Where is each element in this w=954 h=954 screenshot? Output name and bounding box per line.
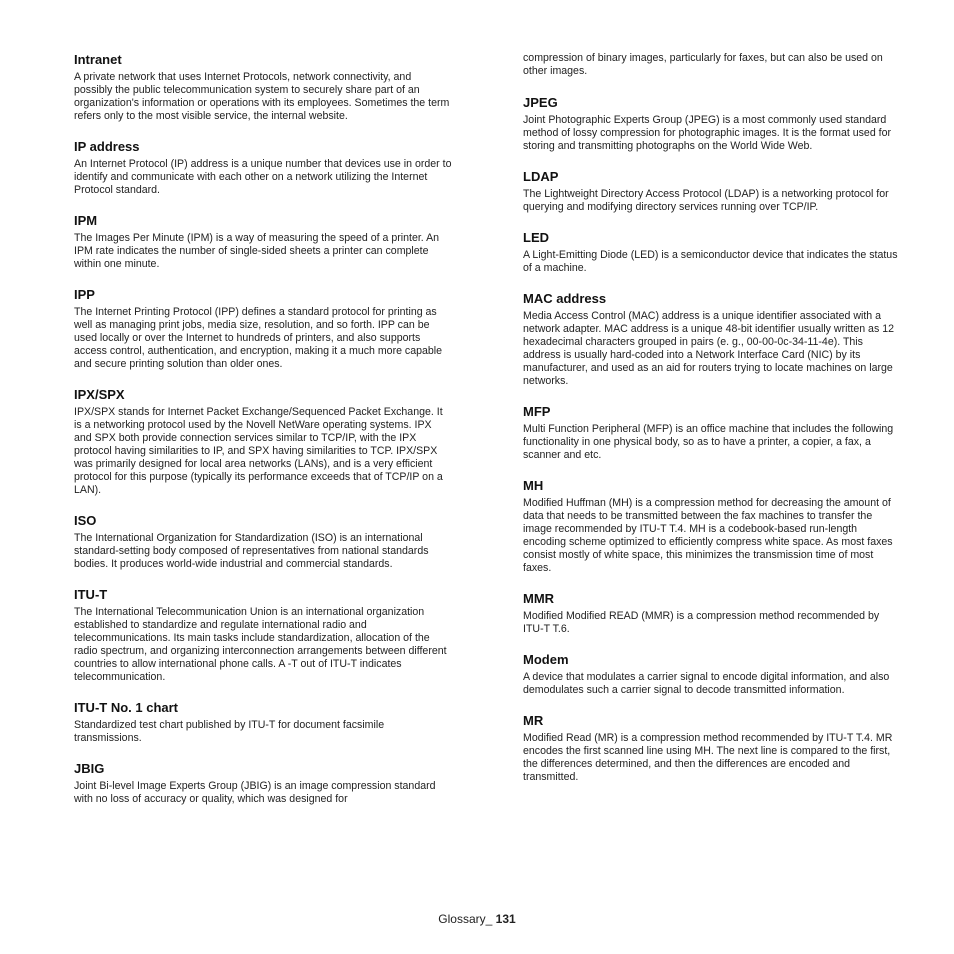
glossary-entry-jpeg: [523, 95, 901, 153]
entry-term: JPEG: [523, 95, 558, 110]
entry-term: MR: [523, 713, 544, 728]
entry-definition: Joint Bi-level Image Experts Group (JBIG) is an image compression standard with no loss of accuracy or quality, which was designed for: [74, 780, 436, 805]
entry-definition: Media Access Control (MAC) address is a unique identifier associated with a network adapter. MAC address is a unique 48-bit identifier usually written as 12 hexadecimal characters grouped in pairs (e. g., 00-00-0c-34-11-4e). This address is usually hard-coded into a Network Interface Card (NIC) by its manufacturer, and used as an aid for routers trying to locate machines on large networks.: [523, 310, 894, 387]
glossary-entry-ip-address: [74, 139, 452, 197]
glossary-entry-modem: [523, 652, 901, 697]
entry-definition: The International Organization for Standardization (ISO) is an international standard-setting body composed of representatives from national standards bodies. It produces world-wide industrial and commercial standards.: [74, 532, 429, 570]
page-number: 131: [495, 912, 516, 926]
glossary-entry-mr: [523, 713, 901, 784]
entry-definition: Modified Read (MR) is a compression method recommended by ITU-T T.4. MR encodes the first scanned line using MH. The next line is compared to the first, the differences determined, and then the differences are encoded and transmitted.: [523, 732, 893, 783]
continued-definition-jbig: compression of binary images, particularly for faxes, but can also be used on other images.: [523, 52, 883, 77]
entry-definition: The Internet Printing Protocol (IPP) defines a standard protocol for printing as well as managing print jobs, media size, resolution, and so forth. IPP can be used locally or over the Internet to hundreds of printers, and also supports access control, authentication, and encryption, making it a much more capable and secure printing solution than older ones.: [74, 306, 443, 370]
entry-term: ISO: [74, 513, 97, 528]
entry-term: MFP: [523, 404, 551, 419]
entry-term: Intranet: [74, 52, 122, 67]
entry-term: ITU-T: [74, 587, 108, 602]
entry-term: IPP: [74, 287, 95, 302]
entry-term: IP address: [74, 139, 140, 154]
entry-definition: The Images Per Minute (IPM) is a way of measuring the speed of a printer. An IPM rate indicates the number of single-sided sheets a printer can complete within one minute.: [74, 232, 440, 270]
entry-definition: Multi Function Peripheral (MFP) is an office machine that includes the following functionality in one physical body, so as to have a printer, a copier, a fax, a scanner and etc.: [523, 423, 894, 461]
glossary-entry-mmr: [523, 591, 901, 636]
glossary-entry-ipm: [74, 213, 452, 271]
entry-definition: The International Telecommunication Union is an international organization established to standardize and regulate international radio and telecommunications. Its main tasks include standardization, allocation of the radio spectrum, and organizing interconnection arrangements between different countries to allow international phone calls. A -T out of ITU-T indicates telecommunication.: [74, 606, 447, 683]
entry-definition: IPX/SPX stands for Internet Packet Exchange/Sequenced Packet Exchange. It is a networking protocol used by the Novell NetWare operating systems. IPX and SPX both provide connection services similar to TCP/IP, with the IPX protocol having similarities to IP, and SPX having similarities to TCP. IPX/SPX was primarily designed for local area networks (LANs), and is a very efficient protocol for this purpose (typically its performance exceeds that of TCP/IP on a LAN).: [74, 406, 443, 496]
glossary-entry-intranet: [74, 52, 452, 123]
glossary-entry-mfp: [523, 404, 901, 462]
entry-definition: Modified Modified READ (MMR) is a compression method recommended by ITU-T T.6.: [523, 610, 880, 635]
glossary-entry-itu-t-no-1-chart: [74, 700, 452, 745]
page-footer: [0, 912, 954, 926]
entry-term: LED: [523, 230, 549, 245]
entry-term: IPX/SPX: [74, 387, 125, 402]
entry-definition: Standardized test chart published by ITU-T for document facsimile transmissions.: [74, 719, 385, 744]
entry-definition: A Light-Emitting Diode (LED) is a semiconductor device that indicates the status of a machine.: [523, 249, 898, 274]
entry-term: JBIG: [74, 761, 105, 776]
glossary-entry-ipp: [74, 287, 452, 371]
footer-section-label: Glossary_: [438, 912, 493, 926]
entry-definition: The Lightweight Directory Access Protocol (LDAP) is a networking protocol for querying and modifying directory services running over TCP/IP.: [523, 188, 889, 213]
entry-definition: A private network that uses Internet Protocols, network connectivity, and possibly the public telecommunication system to securely share part of an organization's information or operations with its employees. Sometimes the term refers only to the most visible service, the internal website.: [74, 71, 450, 122]
glossary-entry-mh: [523, 478, 901, 575]
entry-term: MH: [523, 478, 544, 493]
glossary-entry-jbig: [74, 761, 452, 806]
entry-definition: An Internet Protocol (IP) address is a unique number that devices use in order to identify and communicate with each other on a network utilizing the Internet Protocol standard.: [74, 158, 452, 196]
glossary-left-column: [74, 52, 452, 822]
glossary-entry-iso: [74, 513, 452, 571]
glossary-entry-mac-address: [523, 291, 901, 388]
entry-term: Modem: [523, 652, 569, 667]
entry-definition: Modified Huffman (MH) is a compression method for decreasing the amount of data that needs to be transmitted between the fax machines to transfer the image recommended by ITU-T T.4. MH is a codebook-based run-length encoding scheme optimized to efficiently compress white space. As most faxes consist mostly of white space, this minimizes the transmission time of most faxes.: [523, 497, 893, 574]
entry-term: MMR: [523, 591, 555, 606]
entry-definition: A device that modulates a carrier signal to encode digital information, and also demodulates such a carrier signal to decode transmitted information.: [523, 671, 890, 696]
entry-term: ITU-T No. 1 chart: [74, 700, 179, 715]
glossary-entry-led: [523, 230, 901, 275]
entry-definition: Joint Photographic Experts Group (JPEG) is a most commonly used standard method of lossy compression for photographic images. It is the format used for storing and transmitting photographs on the World Wide Web.: [523, 114, 892, 152]
glossary-entry-ipx-spx: [74, 387, 452, 497]
glossary-right-column: [523, 52, 901, 800]
glossary-entry-ldap: [523, 169, 901, 214]
entry-term: LDAP: [523, 169, 559, 184]
glossary-entry-itu-t: [74, 587, 452, 684]
entry-term: MAC address: [523, 291, 607, 306]
entry-term: IPM: [74, 213, 98, 228]
